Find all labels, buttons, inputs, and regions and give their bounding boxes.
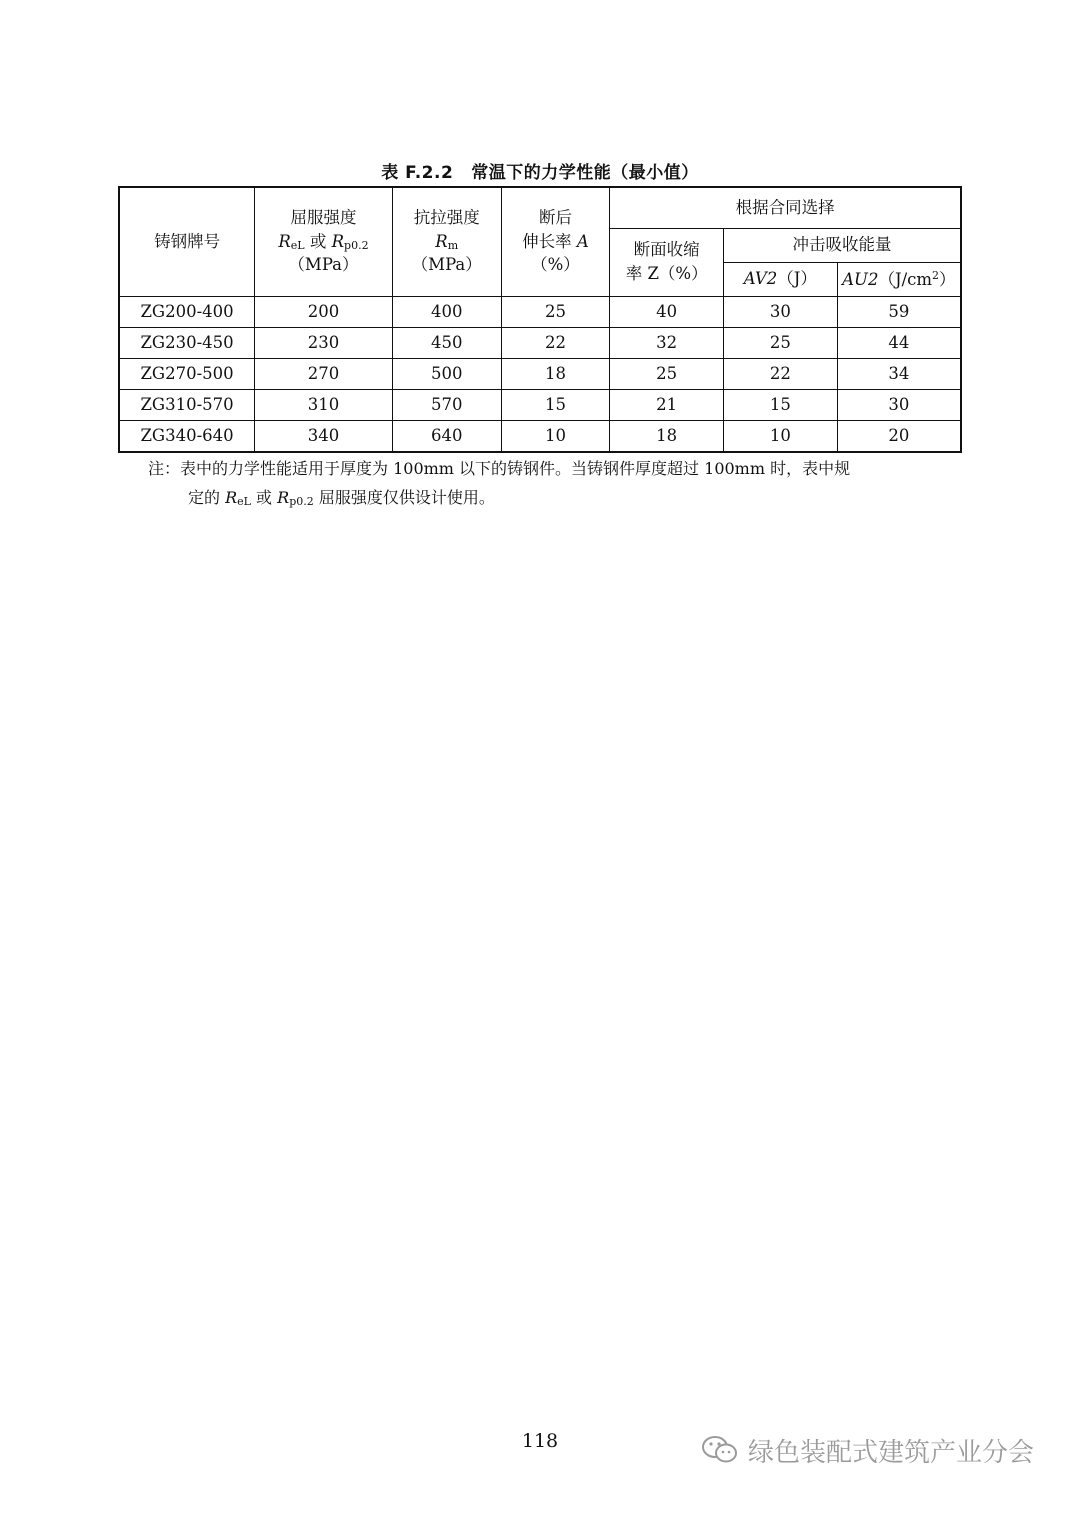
header-row-1 xyxy=(119,187,961,229)
cell-reduction: 32 xyxy=(610,328,724,359)
note-line-2: 定的 $R_{eL}$ 或 $R_{p0.2}$ 屈服强度仅供设计使用。 xyxy=(188,488,495,508)
note-line-1: 注：表中的力学性能适用于厚度为 100mm 以下的铸钢件。当铸钢件厚度超过 100mm 时，表中规 xyxy=(148,459,851,478)
table-caption xyxy=(0,158,1080,183)
wechat-icon xyxy=(700,1433,740,1467)
watermark xyxy=(700,1430,1070,1470)
cell-au2: 34 xyxy=(837,359,961,390)
cell-grade: ZG340-640 xyxy=(119,421,255,453)
cell-elongation: 18 xyxy=(501,359,610,390)
cell-tensile: 640 xyxy=(392,421,501,453)
cell-yield: 270 xyxy=(255,359,393,390)
cell-au2: 20 xyxy=(837,421,961,453)
table-row xyxy=(119,328,961,359)
cell-av2: 25 xyxy=(724,328,838,359)
cell-reduction: 40 xyxy=(610,297,724,328)
cell-yield: 230 xyxy=(255,328,393,359)
cell-grade: ZG200-400 xyxy=(119,297,255,328)
header-yield-strength: 屈服强度 $R_{eL}$ 或 $R_{p0.2}$ （MPa） xyxy=(255,187,393,297)
cell-av2: 30 xyxy=(724,297,838,328)
cell-au2: 59 xyxy=(837,297,961,328)
cell-av2: 22 xyxy=(724,359,838,390)
cell-reduction: 25 xyxy=(610,359,724,390)
table-row xyxy=(119,390,961,421)
cell-tensile: 400 xyxy=(392,297,501,328)
cell-tensile: 450 xyxy=(392,328,501,359)
header-elongation: 断后 伸长率 A （%） xyxy=(501,187,610,297)
cell-reduction: 18 xyxy=(610,421,724,453)
table-note xyxy=(148,454,958,516)
cell-tensile: 500 xyxy=(392,359,501,390)
table-row xyxy=(119,359,961,390)
cell-grade: ZG310-570 xyxy=(119,390,255,421)
header-grade: 铸钢牌号 xyxy=(119,187,255,297)
cell-elongation: 15 xyxy=(501,390,610,421)
table-row xyxy=(119,297,961,328)
page-number: 118 xyxy=(521,1430,559,1452)
header-av2: AV2（J） xyxy=(724,263,838,297)
table-row xyxy=(119,421,961,453)
cell-elongation: 22 xyxy=(501,328,610,359)
cell-au2: 44 xyxy=(837,328,961,359)
cell-av2: 10 xyxy=(724,421,838,453)
cell-yield: 200 xyxy=(255,297,393,328)
cell-elongation: 10 xyxy=(501,421,610,453)
header-contract-choice: 根据合同选择 xyxy=(610,187,961,229)
cell-grade: ZG270-500 xyxy=(119,359,255,390)
cell-elongation: 25 xyxy=(501,297,610,328)
header-au2: $AU2(J/cm^2)$ xyxy=(837,263,961,297)
cell-reduction: 21 xyxy=(610,390,724,421)
cell-tensile: 570 xyxy=(392,390,501,421)
header-reduction-of-area: 断面收缩 率 Z（%） xyxy=(610,229,724,297)
cell-yield: 310 xyxy=(255,390,393,421)
cell-grade: ZG230-450 xyxy=(119,328,255,359)
table-title: 常温下的力学性能（最小值） xyxy=(471,163,699,183)
mechanical-properties-table xyxy=(118,186,962,453)
watermark-text: 绿色装配式建筑产业分会 xyxy=(748,1437,1035,1468)
header-impact-energy: 冲击吸收能量 xyxy=(724,229,961,263)
cell-av2: 15 xyxy=(724,390,838,421)
cell-au2: 30 xyxy=(837,390,961,421)
table-number: 表 F.2.2 xyxy=(381,163,454,183)
cell-yield: 340 xyxy=(255,421,393,453)
header-tensile-strength: 抗拉强度 $R_m$ （MPa） xyxy=(392,187,501,297)
